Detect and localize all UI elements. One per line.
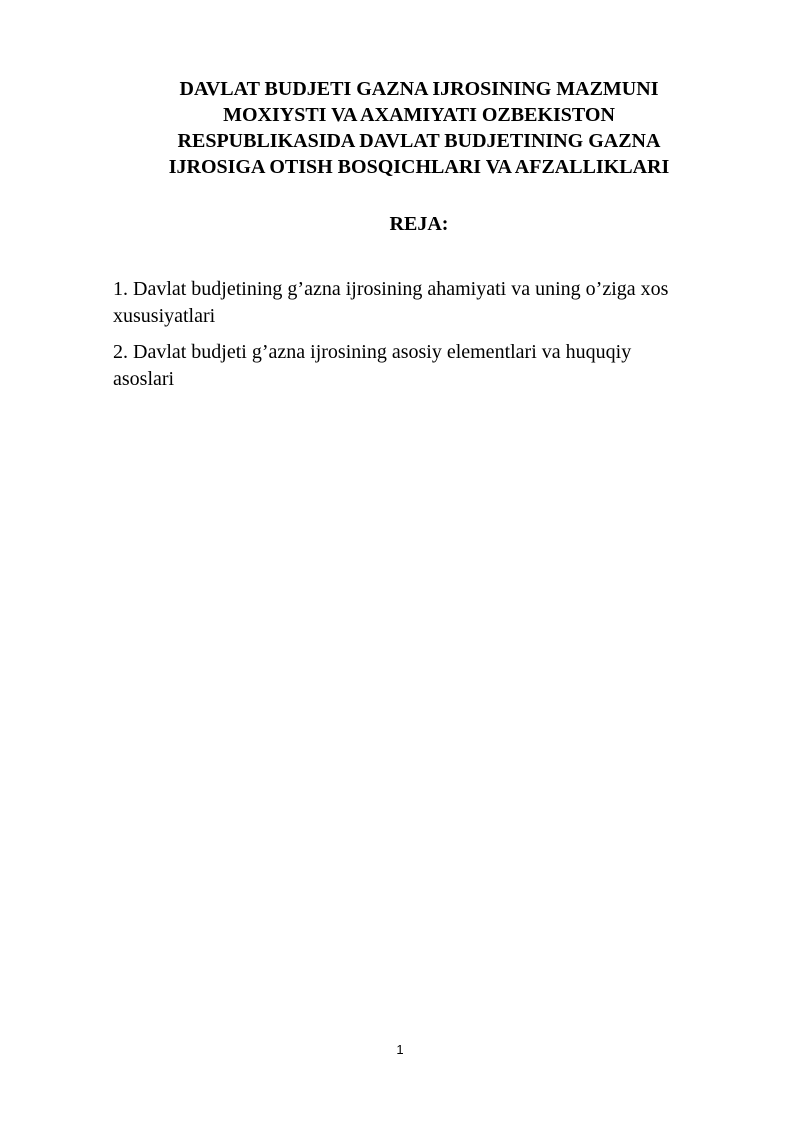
plan-item-line: asoslari xyxy=(113,368,175,390)
title-line: MOXIYSTI VA AXAMIYATI OZBEKISTON xyxy=(223,104,615,126)
page-number: 1 xyxy=(396,1042,404,1057)
plan-item-line: 1. Davlat budjetining g’azna ijrosining ahamiyati va uning o’ziga xos xyxy=(113,278,669,300)
title-line: DAVLAT BUDJETI GAZNA IJROSINING MAZMUNI xyxy=(179,78,659,100)
plan-item xyxy=(113,276,733,330)
document-title xyxy=(110,76,728,180)
plan-list xyxy=(113,276,733,402)
plan-heading: REJA: xyxy=(389,213,449,235)
plan-item-line: 2. Davlat budjeti g’azna ijrosining asosiy elementlari va huquqiy xyxy=(113,341,632,363)
title-line: RESPUBLIKASIDA DAVLAT BUDJETINING GAZNA xyxy=(177,130,661,152)
plan-item-line: xususiyatlari xyxy=(113,305,216,327)
title-line: IJROSIGA OTISH BOSQICHLARI VA AFZALLIKLARI xyxy=(168,156,670,178)
plan-item xyxy=(113,339,733,393)
